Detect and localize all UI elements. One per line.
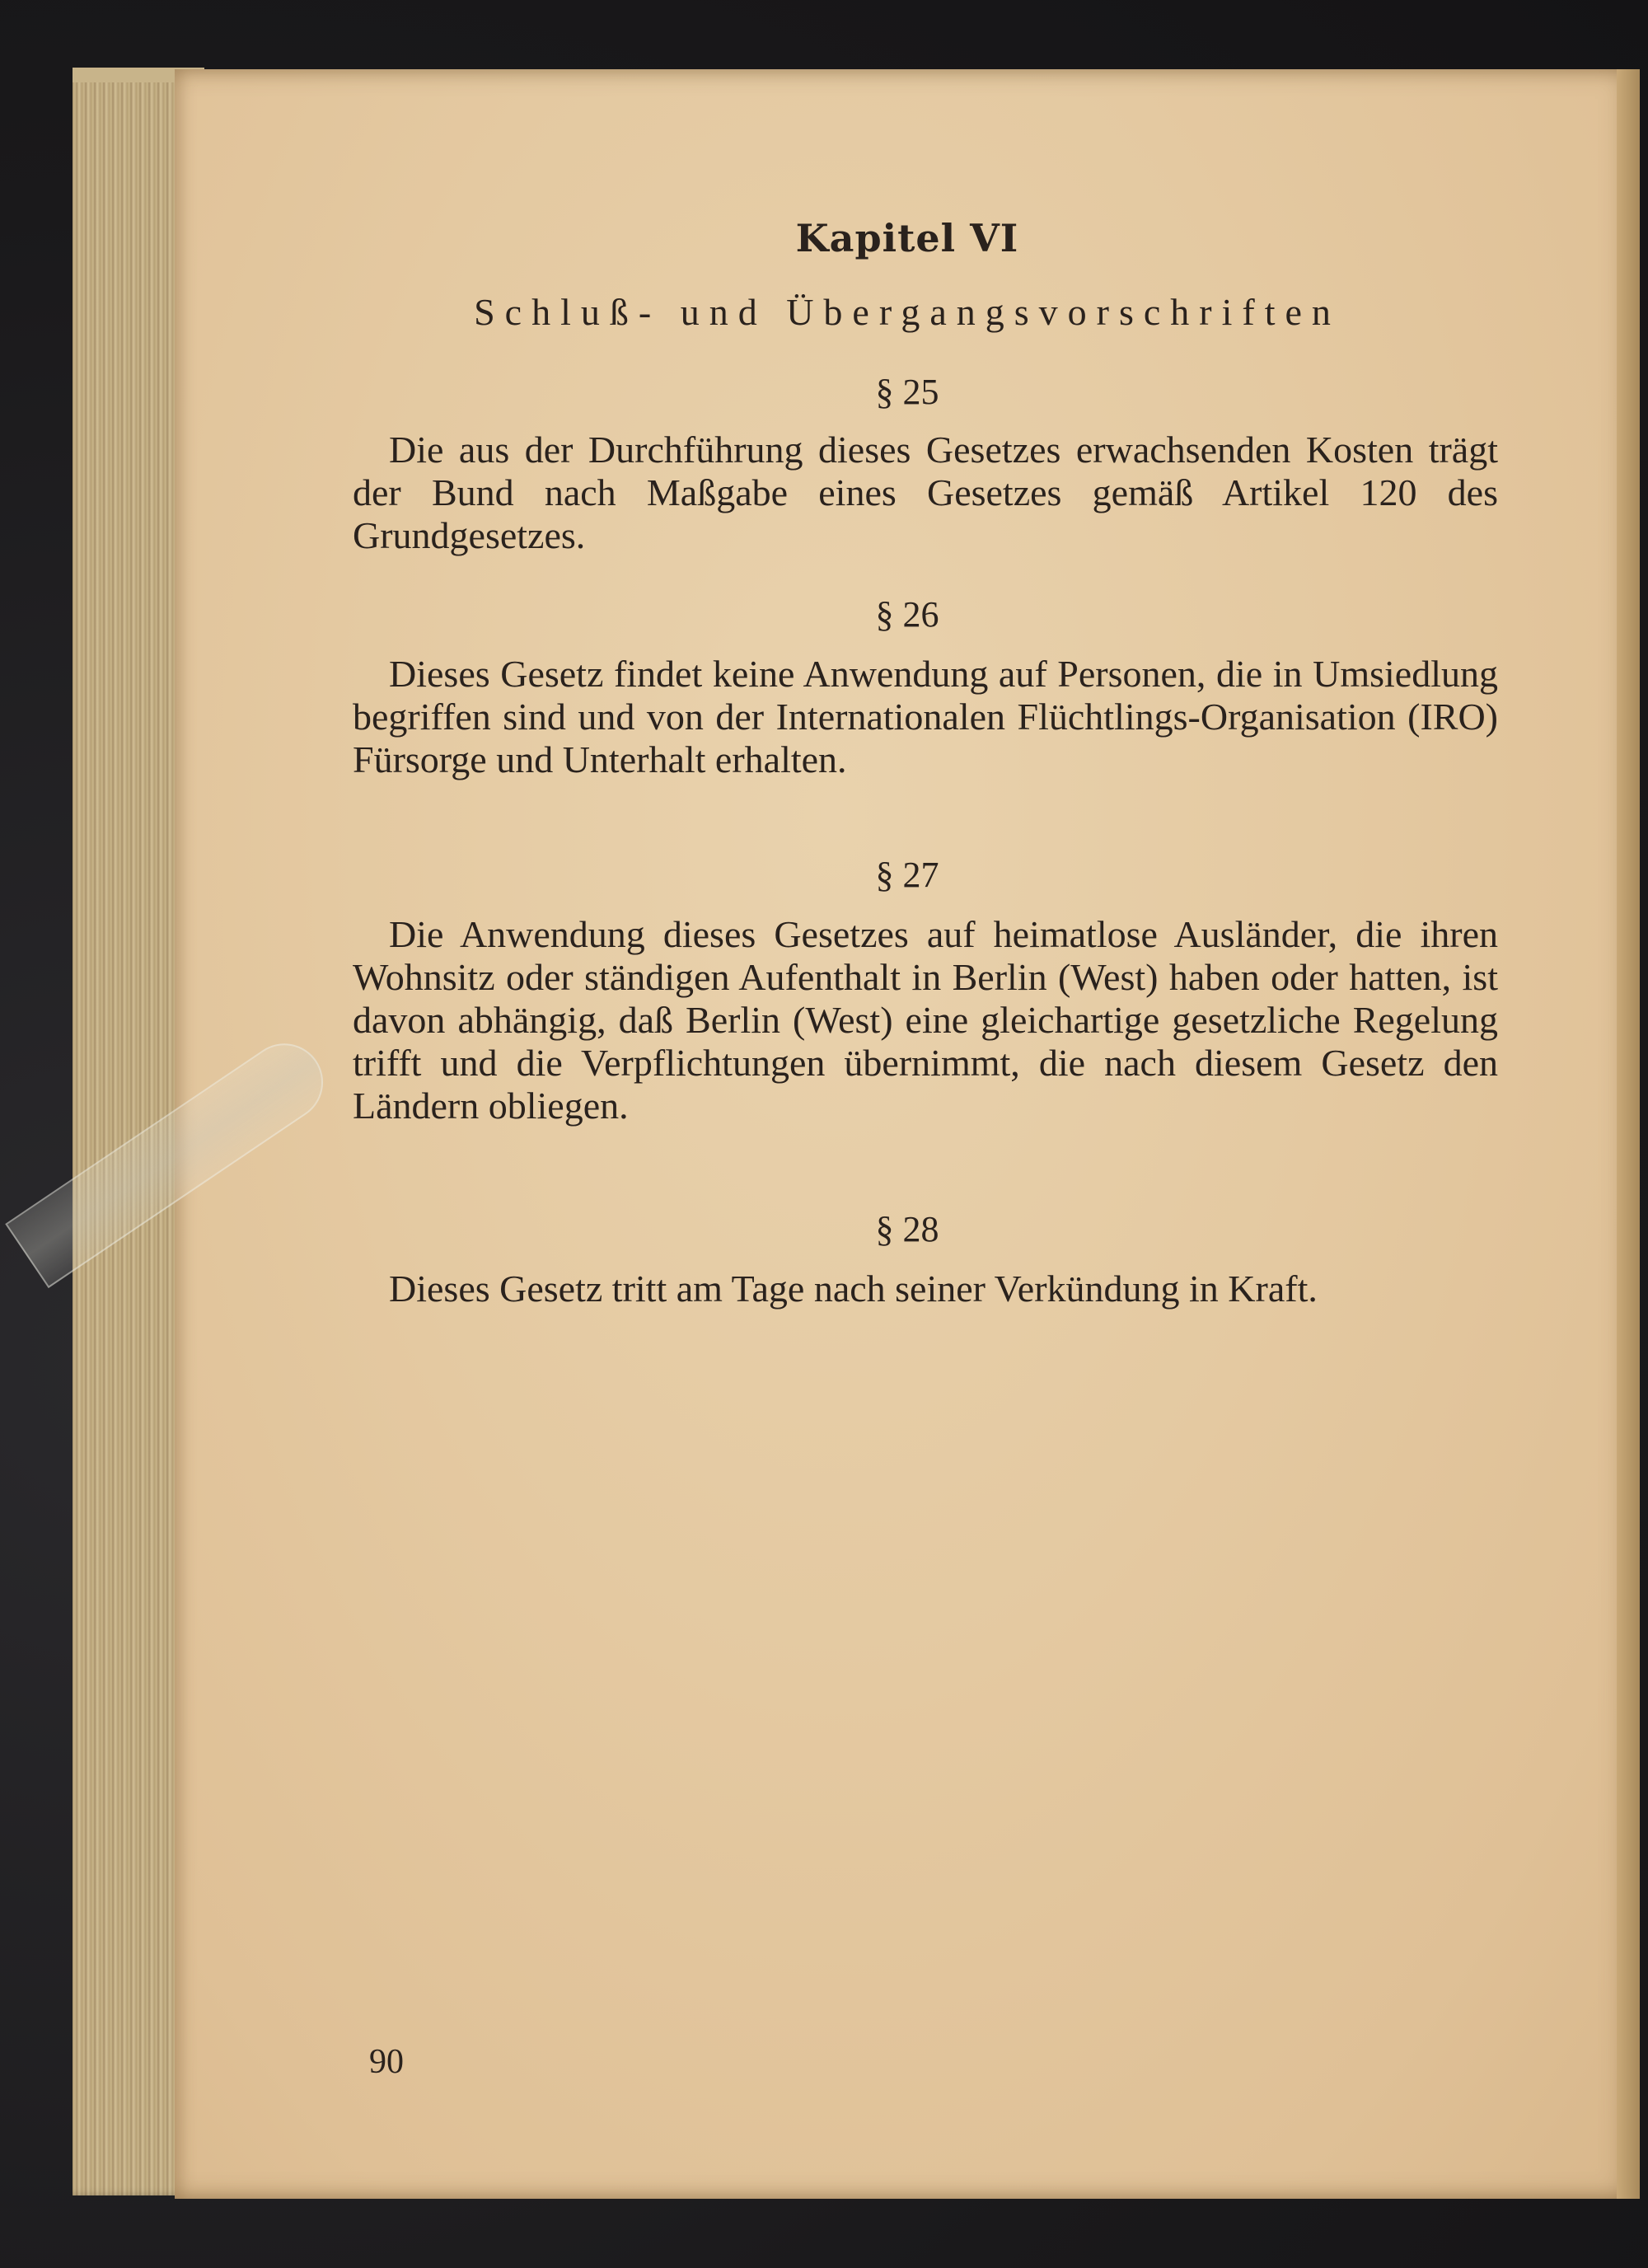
chapter-subtitle: Schluß- und Übergangsvorschriften (474, 291, 1341, 333)
section-heading: § 28 (875, 1209, 939, 1249)
section-text: Dieses Gesetz findet keine Anwendung auf Personen, die in Umsiedlung begriffen sind und von der Internationalen Flüchtlings-Organisation (IRO) Fürsorge und Unterhalt erhalten. (353, 653, 1498, 780)
section-heading: § 26 (875, 594, 939, 635)
page-number: 90 (369, 2043, 404, 2081)
section-heading: § 27 (875, 855, 939, 895)
section-heading: § 25 (875, 372, 939, 412)
section-text: Dieses Gesetz tritt am Tage nach seiner Verkündung in Kraft. (389, 1268, 1318, 1310)
chapter-title: Kapitel VI (795, 216, 1019, 260)
section-text: Die aus der Durchführung dieses Gesetzes erwachsenden Kosten trägt der Bund nach Maßgabe eines Gesetzes gemäß Artikel 120 des Grundgesetzes. (353, 429, 1498, 556)
section-text: Die Anwendung dieses Gesetzes auf heimatlose Ausländer, die ihren Wohnsitz oder ständigen Aufenthalt in Berlin (West) haben oder hatten, ist davon abhängig, daß Berlin (West) eine gleichartige gesetzliche Regelung trifft und die Verpflichtungen übernimmt, die nach diesem Gesetz den Ländern obliegen. (353, 913, 1498, 1127)
